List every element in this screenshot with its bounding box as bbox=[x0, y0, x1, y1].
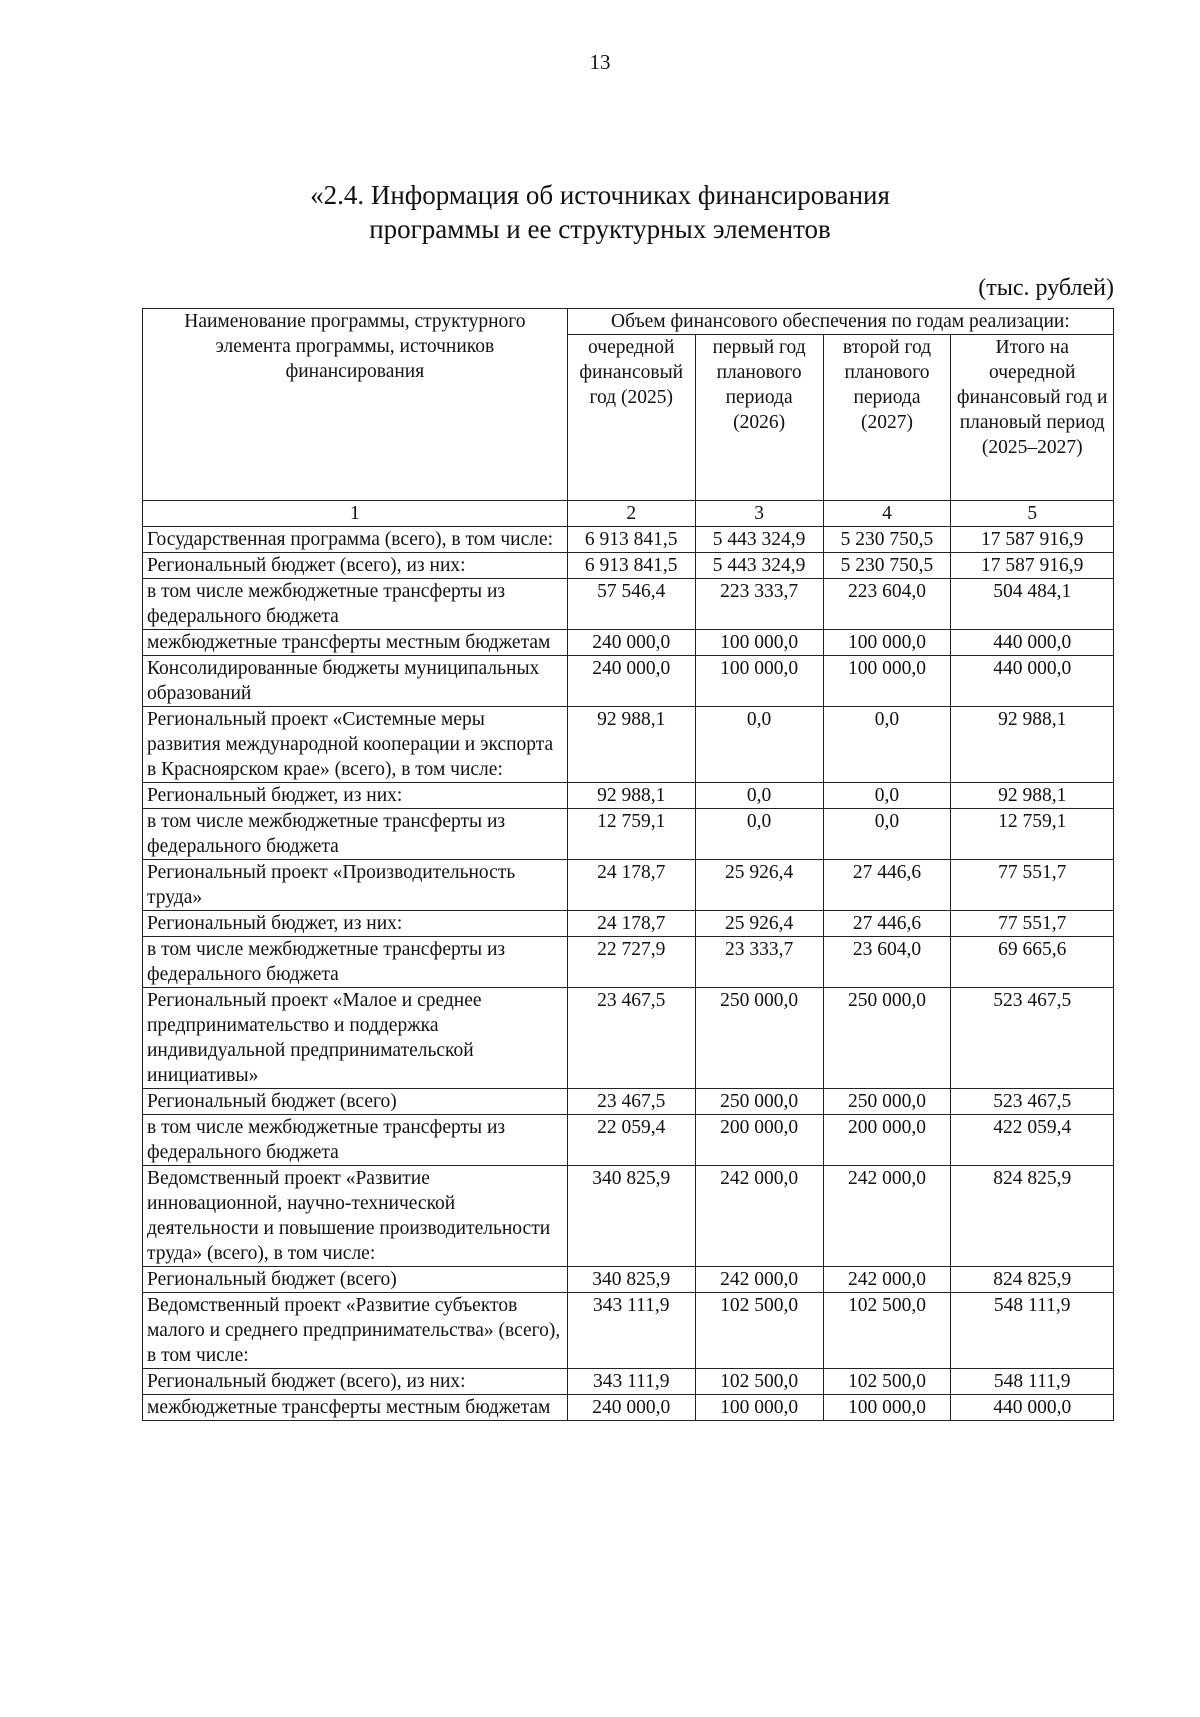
value-2026-cell: 250 000,0 bbox=[695, 988, 823, 1089]
value-total-cell: 77 551,7 bbox=[951, 860, 1114, 911]
value-total-cell: 548 111,9 bbox=[951, 1293, 1114, 1369]
header-col-2025: очередной финансовый год (2025) bbox=[567, 335, 695, 501]
value-2025-cell: 6 913 841,5 bbox=[567, 527, 695, 553]
row-name-cell: в том числе межбюджетные трансферты из федерального бюджета bbox=[143, 809, 568, 860]
value-2025-cell: 24 178,7 bbox=[567, 860, 695, 911]
table-row bbox=[143, 553, 1114, 579]
table-row bbox=[143, 783, 1114, 809]
index-cell: 4 bbox=[823, 501, 951, 527]
value-2026-cell: 200 000,0 bbox=[695, 1115, 823, 1166]
value-2027-cell: 100 000,0 bbox=[823, 656, 951, 707]
value-2026-cell: 242 000,0 bbox=[695, 1267, 823, 1293]
value-2027-cell: 223 604,0 bbox=[823, 579, 951, 630]
value-2026-cell: 0,0 bbox=[695, 783, 823, 809]
table-row bbox=[143, 579, 1114, 630]
value-2025-cell: 6 913 841,5 bbox=[567, 553, 695, 579]
value-2027-cell: 102 500,0 bbox=[823, 1369, 951, 1395]
table-row bbox=[143, 1089, 1114, 1115]
value-total-cell: 77 551,7 bbox=[951, 911, 1114, 937]
value-2026-cell: 5 443 324,9 bbox=[695, 553, 823, 579]
value-2026-cell: 102 500,0 bbox=[695, 1369, 823, 1395]
value-2027-cell: 27 446,6 bbox=[823, 911, 951, 937]
table-row bbox=[143, 988, 1114, 1089]
value-2025-cell: 23 467,5 bbox=[567, 1089, 695, 1115]
value-total-cell: 824 825,9 bbox=[951, 1267, 1114, 1293]
row-name-cell: Региональный бюджет, из них: bbox=[143, 783, 568, 809]
row-name-cell: в том числе межбюджетные трансферты из федерального бюджета bbox=[143, 937, 568, 988]
value-2026-cell: 25 926,4 bbox=[695, 860, 823, 911]
value-2026-cell: 100 000,0 bbox=[695, 630, 823, 656]
value-total-cell: 504 484,1 bbox=[951, 579, 1114, 630]
value-2025-cell: 340 825,9 bbox=[567, 1166, 695, 1267]
value-2025-cell: 22 727,9 bbox=[567, 937, 695, 988]
value-total-cell: 548 111,9 bbox=[951, 1369, 1114, 1395]
value-2027-cell: 102 500,0 bbox=[823, 1293, 951, 1369]
value-total-cell: 440 000,0 bbox=[951, 1395, 1114, 1421]
row-name-cell: Региональный бюджет (всего) bbox=[143, 1089, 568, 1115]
header-name-column: Наименование программы, структурного элемента программы, источников финансирования bbox=[143, 309, 568, 501]
value-2027-cell: 242 000,0 bbox=[823, 1166, 951, 1267]
index-row bbox=[143, 501, 1114, 527]
table-row bbox=[143, 1267, 1114, 1293]
value-2026-cell: 5 443 324,9 bbox=[695, 527, 823, 553]
table-row bbox=[143, 656, 1114, 707]
row-name-cell: Региональный проект «Производительность труда» bbox=[143, 860, 568, 911]
table-row bbox=[143, 1395, 1114, 1421]
value-2027-cell: 242 000,0 bbox=[823, 1267, 951, 1293]
value-2025-cell: 343 111,9 bbox=[567, 1369, 695, 1395]
value-2027-cell: 100 000,0 bbox=[823, 1395, 951, 1421]
table-row bbox=[143, 707, 1114, 783]
table-row bbox=[143, 1115, 1114, 1166]
value-2026-cell: 100 000,0 bbox=[695, 1395, 823, 1421]
value-2027-cell: 0,0 bbox=[823, 783, 951, 809]
value-total-cell: 824 825,9 bbox=[951, 1166, 1114, 1267]
value-total-cell: 92 988,1 bbox=[951, 783, 1114, 809]
units-label: (тыс. рублей) bbox=[978, 275, 1114, 301]
value-2026-cell: 250 000,0 bbox=[695, 1089, 823, 1115]
section-title-line-2: программы и ее структурных элементов bbox=[369, 214, 831, 244]
table-row bbox=[143, 630, 1114, 656]
table-row bbox=[143, 1293, 1114, 1369]
value-2026-cell: 242 000,0 bbox=[695, 1166, 823, 1267]
value-2026-cell: 223 333,7 bbox=[695, 579, 823, 630]
value-total-cell: 440 000,0 bbox=[951, 630, 1114, 656]
value-2025-cell: 92 988,1 bbox=[567, 707, 695, 783]
row-name-cell: Региональный проект «Малое и среднее предпринимательство и поддержка индивидуальной предпринимательской инициативы» bbox=[143, 988, 568, 1089]
value-2027-cell: 250 000,0 bbox=[823, 1089, 951, 1115]
value-2026-cell: 23 333,7 bbox=[695, 937, 823, 988]
value-2025-cell: 240 000,0 bbox=[567, 630, 695, 656]
section-title-line-1: «2.4. Информация об источниках финансирования bbox=[310, 180, 890, 210]
row-name-cell: межбюджетные трансферты местным бюджетам bbox=[143, 1395, 568, 1421]
table-row bbox=[143, 527, 1114, 553]
value-total-cell: 17 587 916,9 bbox=[951, 553, 1114, 579]
index-cell: 2 bbox=[567, 501, 695, 527]
value-2025-cell: 240 000,0 bbox=[567, 1395, 695, 1421]
table-row bbox=[143, 1166, 1114, 1267]
value-2026-cell: 0,0 bbox=[695, 707, 823, 783]
value-2026-cell: 0,0 bbox=[695, 809, 823, 860]
value-2027-cell: 100 000,0 bbox=[823, 630, 951, 656]
value-total-cell: 12 759,1 bbox=[951, 809, 1114, 860]
financing-table bbox=[142, 308, 1114, 1421]
header-group: Объем финансового обеспечения по годам реализации: bbox=[567, 309, 1113, 335]
value-2025-cell: 12 759,1 bbox=[567, 809, 695, 860]
value-2027-cell: 5 230 750,5 bbox=[823, 553, 951, 579]
header-col-total: Итого на очередной финансовый год и плановый период (2025–2027) bbox=[951, 335, 1114, 501]
value-2025-cell: 340 825,9 bbox=[567, 1267, 695, 1293]
value-2027-cell: 5 230 750,5 bbox=[823, 527, 951, 553]
value-total-cell: 440 000,0 bbox=[951, 656, 1114, 707]
row-name-cell: Региональный бюджет (всего), из них: bbox=[143, 553, 568, 579]
row-name-cell: межбюджетные трансферты местным бюджетам bbox=[143, 630, 568, 656]
row-name-cell: Региональный проект «Системные меры развития международной кооперации и экспорта в Красноярском крае» (всего), в том числе: bbox=[143, 707, 568, 783]
header-col-2027: второй год планового периода (2027) bbox=[823, 335, 951, 501]
row-name-cell: Консолидированные бюджеты муниципальных образований bbox=[143, 656, 568, 707]
header-row-1 bbox=[143, 309, 1114, 335]
page-number: 13 bbox=[589, 50, 611, 74]
value-2025-cell: 343 111,9 bbox=[567, 1293, 695, 1369]
section-title bbox=[0, 178, 1200, 246]
value-total-cell: 92 988,1 bbox=[951, 707, 1114, 783]
value-2027-cell: 250 000,0 bbox=[823, 988, 951, 1089]
value-2027-cell: 23 604,0 bbox=[823, 937, 951, 988]
value-total-cell: 523 467,5 bbox=[951, 1089, 1114, 1115]
row-name-cell: Региональный бюджет (всего), из них: bbox=[143, 1369, 568, 1395]
table-row bbox=[143, 1369, 1114, 1395]
table-row bbox=[143, 937, 1114, 988]
table-row bbox=[143, 809, 1114, 860]
value-2025-cell: 92 988,1 bbox=[567, 783, 695, 809]
row-name-cell: в том числе межбюджетные трансферты из федерального бюджета bbox=[143, 1115, 568, 1166]
value-2025-cell: 23 467,5 bbox=[567, 988, 695, 1089]
value-2027-cell: 0,0 bbox=[823, 809, 951, 860]
value-2027-cell: 0,0 bbox=[823, 707, 951, 783]
table-row bbox=[143, 860, 1114, 911]
value-total-cell: 69 665,6 bbox=[951, 937, 1114, 988]
row-name-cell: в том числе межбюджетные трансферты из федерального бюджета bbox=[143, 579, 568, 630]
row-name-cell: Ведомственный проект «Развитие инновационной, научно-технической деятельности и повышение производительности труда» (всего), в том числе: bbox=[143, 1166, 568, 1267]
value-2026-cell: 102 500,0 bbox=[695, 1293, 823, 1369]
row-name-cell: Ведомственный проект «Развитие субъектов малого и среднего предпринимательства» (всего), в том числе: bbox=[143, 1293, 568, 1369]
value-2025-cell: 22 059,4 bbox=[567, 1115, 695, 1166]
value-2025-cell: 57 546,4 bbox=[567, 579, 695, 630]
value-2025-cell: 24 178,7 bbox=[567, 911, 695, 937]
table-row bbox=[143, 911, 1114, 937]
value-total-cell: 422 059,4 bbox=[951, 1115, 1114, 1166]
row-name-cell: Региональный бюджет, из них: bbox=[143, 911, 568, 937]
row-name-cell: Государственная программа (всего), в том числе: bbox=[143, 527, 568, 553]
index-cell: 1 bbox=[143, 501, 568, 527]
value-2026-cell: 100 000,0 bbox=[695, 656, 823, 707]
value-total-cell: 17 587 916,9 bbox=[951, 527, 1114, 553]
value-2027-cell: 200 000,0 bbox=[823, 1115, 951, 1166]
value-2027-cell: 27 446,6 bbox=[823, 860, 951, 911]
index-cell: 5 bbox=[951, 501, 1114, 527]
index-cell: 3 bbox=[695, 501, 823, 527]
row-name-cell: Региональный бюджет (всего) bbox=[143, 1267, 568, 1293]
header-col-2026: первый год планового периода (2026) bbox=[695, 335, 823, 501]
value-2026-cell: 25 926,4 bbox=[695, 911, 823, 937]
value-total-cell: 523 467,5 bbox=[951, 988, 1114, 1089]
value-2025-cell: 240 000,0 bbox=[567, 656, 695, 707]
